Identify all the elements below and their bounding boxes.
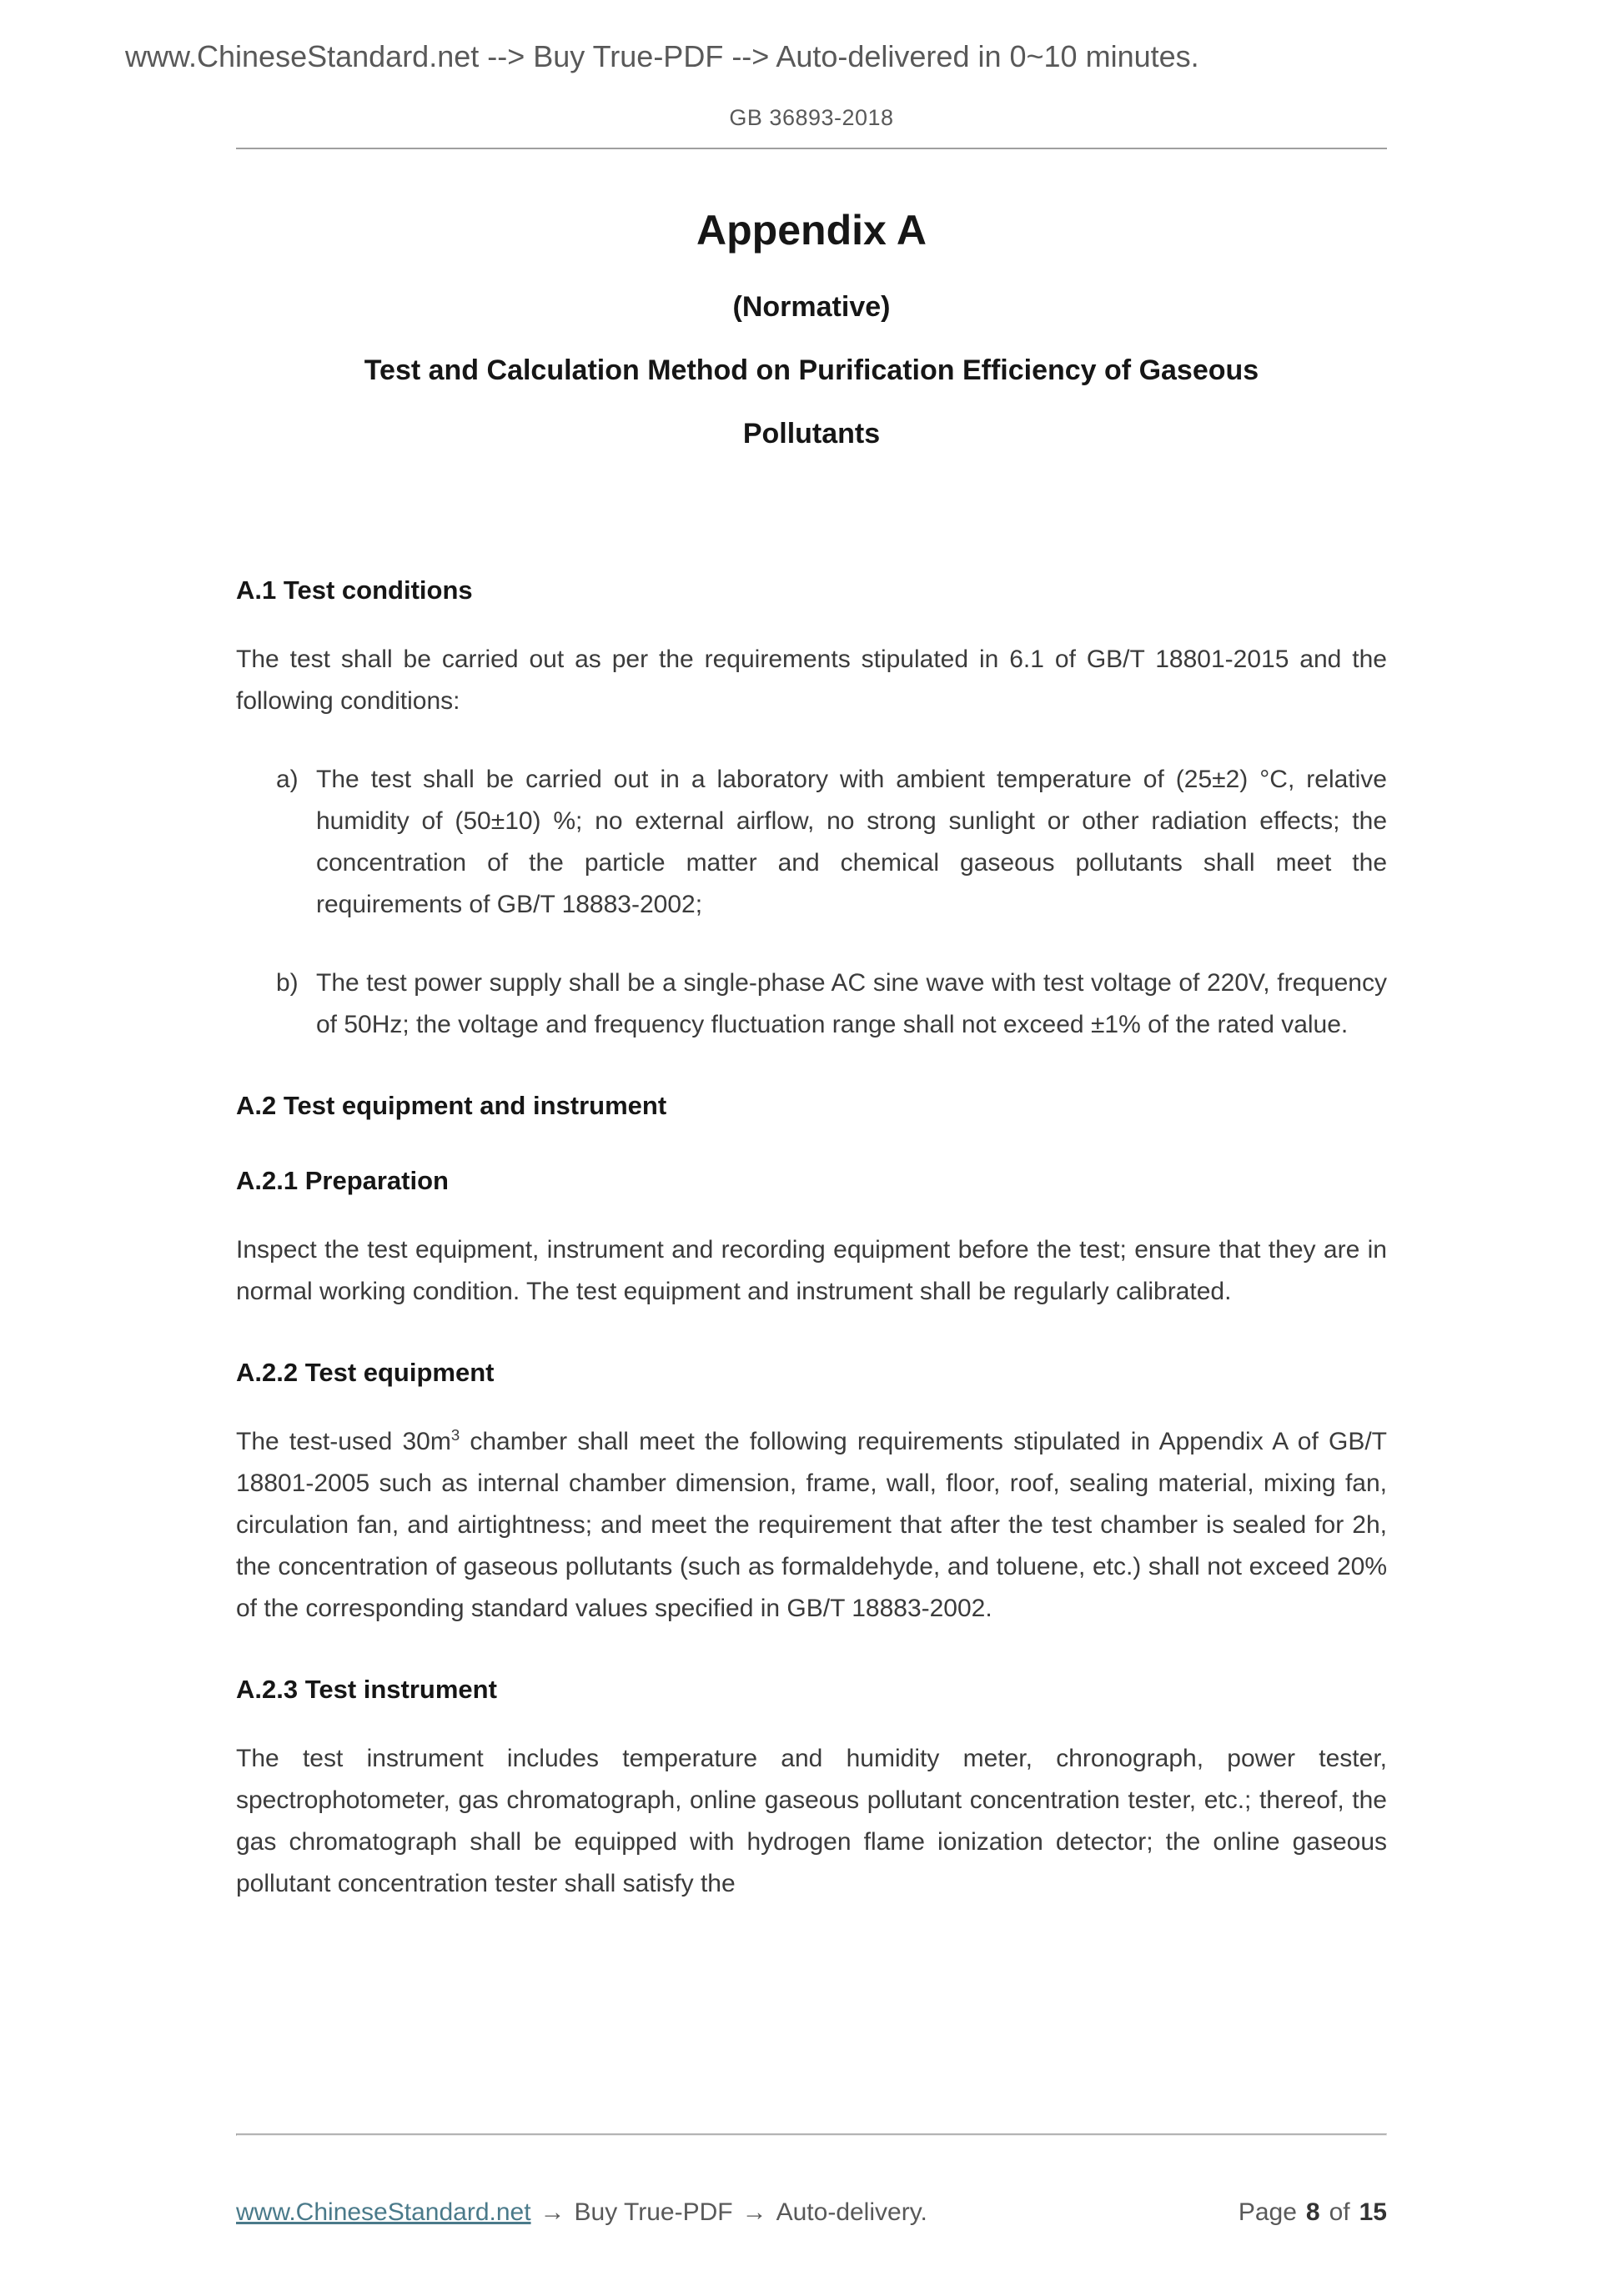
- paragraph-a22-pre: The test-used 30m: [236, 1428, 451, 1455]
- page-footer: [236, 2198, 1387, 2227]
- list-item-a: [276, 759, 1387, 926]
- arrow-icon: →: [540, 2198, 565, 2226]
- header-divider: [236, 148, 1387, 149]
- page-indicator: [1239, 2198, 1387, 2227]
- document-title-line1: Test and Calculation Method on Purification Efficiency of Gaseous: [364, 354, 1259, 386]
- list-marker-b: b): [276, 969, 299, 997]
- normative-label: (Normative): [732, 291, 891, 323]
- of-word: of: [1329, 2198, 1350, 2226]
- footer-site-link[interactable]: www.ChineseStandard.net: [236, 2198, 531, 2226]
- section-heading-a23: A.2.3 Test instrument: [236, 1675, 497, 1704]
- footer-divider: [236, 2133, 1387, 2136]
- appendix-title: Appendix A: [696, 207, 927, 254]
- superscript-cubed: 3: [450, 1426, 460, 1444]
- list-item-b: [276, 962, 1387, 1046]
- list-marker-a: a): [276, 766, 299, 793]
- footer-link-line: [236, 2198, 927, 2227]
- paragraph-a21: Inspect the test equipment, instrument and recording equipment before the test; ensure that they are in normal working condition. The test equipment and instrument shall be regularly calibrated.: [236, 1236, 1387, 1305]
- section-heading-a1: A.1 Test conditions: [236, 575, 473, 605]
- paragraph-a22-post: chamber shall meet the following requirements stipulated in Appendix A of GB/T 18801-2005 such as internal chamber dimension, frame, wall, floor, roof, sealing material, mixing fan, circulation fan, and airtightness; and meet the requirement that after the test chamber is sealed for 2h, the concentration of gaseous pollutants (such as formaldehyde, and toluene, etc.) shall not exceed 20% of the corresponding standard values specified in GB/T 18883-2002.: [236, 1428, 1387, 1622]
- list-item-b-text: The test power supply shall be a single-phase AC sine wave with test voltage of 220V, frequency of 50Hz; the voltage and frequency fluctuation range shall not exceed ±1% of the rated value.: [316, 969, 1387, 1038]
- page-total: 15: [1359, 2198, 1387, 2226]
- paragraph-a23: The test instrument includes temperature and humidity meter, chronograph, power tester, spectrophotometer, gas chromatograph, online gaseous pollutant concentration tester, etc.; thereof, the gas chromatograph shall be equipped with hydrogen flame ionization detector; the online gaseous pollutant concentration tester shall satisfy the: [236, 1745, 1387, 1897]
- paragraph-a1: The test shall be carried out as per the requirements stipulated in 6.1 of GB/T 18801-2015 and the following conditions:: [236, 646, 1387, 715]
- footer-delivery-text: Auto-delivery.: [776, 2198, 927, 2226]
- section-heading-a22: A.2.2 Test equipment: [236, 1358, 495, 1387]
- list-item-a-text: The test shall be carried out in a laboratory with ambient temperature of (25±2) °C, relative humidity of (50±10) %; no external airflow, no strong sunlight or other radiation effects; the concentration of the particle matter and chemical gaseous pollutants shall meet the requirements of GB/T 18883-2002;: [316, 766, 1387, 918]
- document-title-line2: Pollutants: [742, 418, 881, 450]
- page-content: [236, 206, 1387, 1905]
- standard-number: GB 36893-2018: [729, 105, 894, 130]
- arrow-icon: →: [741, 2198, 767, 2226]
- page-word: Page: [1238, 2198, 1297, 2226]
- section-heading-a2: A.2 Test equipment and instrument: [236, 1091, 667, 1120]
- page-number: 8: [1305, 2198, 1320, 2226]
- footer-buy-text: Buy True-PDF: [574, 2198, 733, 2226]
- promo-banner: www.ChineseStandard.net --> Buy True-PDF --> Auto-delivered in 0~10 minutes.: [125, 39, 1199, 73]
- section-heading-a21: A.2.1 Preparation: [236, 1166, 449, 1195]
- paragraph-a22: [236, 1421, 1387, 1630]
